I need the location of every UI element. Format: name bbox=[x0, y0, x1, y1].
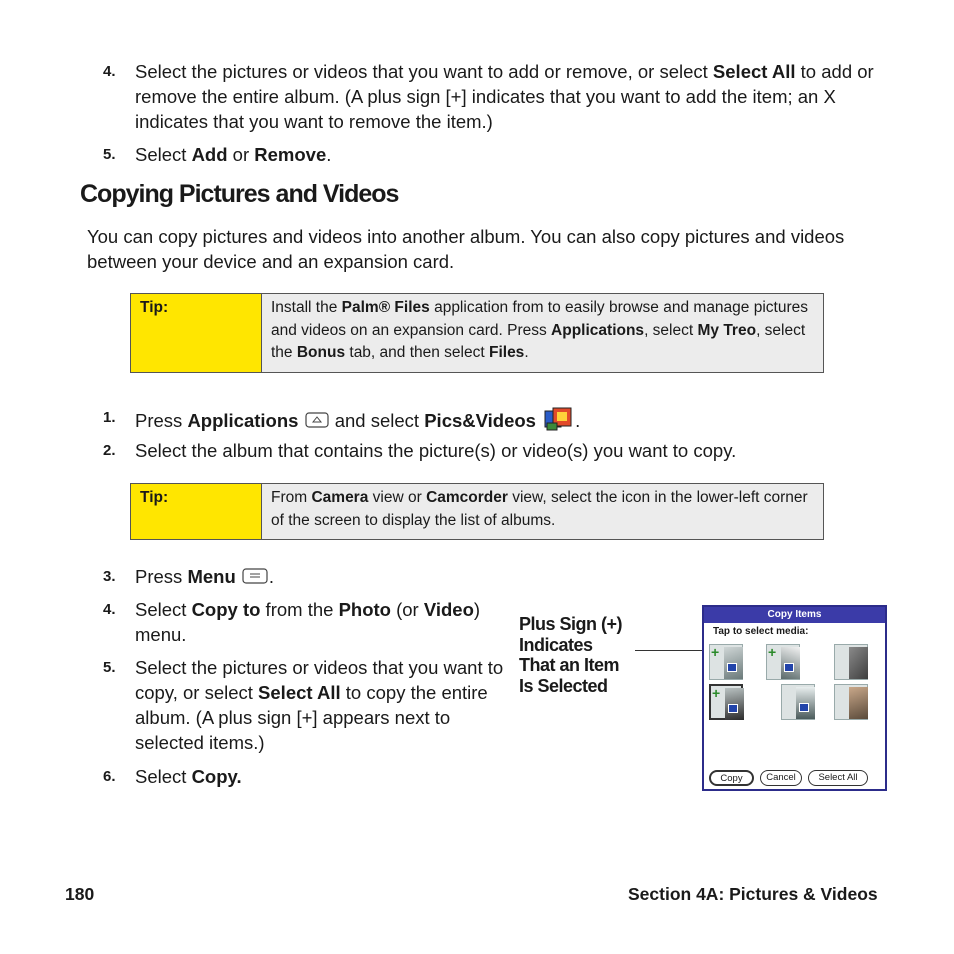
device-screen bbox=[702, 605, 887, 791]
step-number: 2. bbox=[103, 442, 116, 459]
step-6: 6. Select Copy. bbox=[103, 766, 242, 787]
pics-videos-app-icon bbox=[541, 405, 575, 439]
cancel-button[interactable]: Cancel bbox=[760, 770, 802, 786]
copy-button[interactable]: Copy bbox=[709, 770, 754, 786]
step-5: 5. Select the pictures or videos that you want to copy, or select Select All to copy the entire album. (A plus sign [+] appears next to selected items.) bbox=[103, 657, 504, 753]
menu-key-icon bbox=[241, 566, 269, 591]
step-5-top: 5. Select Add or Remove. bbox=[103, 144, 332, 165]
device-prompt: Tap to select media: bbox=[713, 626, 809, 637]
intro-paragraph: You can copy pictures and videos into another album. You can also copy pictures and videos between your device and an expansion card. bbox=[87, 226, 845, 272]
media-thumbnail[interactable] bbox=[766, 644, 800, 680]
media-thumbnail-selected[interactable] bbox=[709, 684, 743, 720]
step-number: 5. bbox=[103, 146, 116, 163]
media-thumbnail[interactable] bbox=[834, 684, 868, 720]
step-number: 3. bbox=[103, 568, 116, 585]
step-number: 1. bbox=[103, 409, 116, 426]
media-thumbnail[interactable] bbox=[834, 644, 868, 680]
video-icon bbox=[727, 663, 737, 672]
video-icon bbox=[784, 663, 794, 672]
plus-sign-icon: + bbox=[711, 644, 720, 660]
video-icon bbox=[799, 703, 809, 712]
plus-sign-callout: Plus Sign (+) Indicates That an Item Is Selected bbox=[519, 614, 623, 696]
tip-box-1 bbox=[130, 293, 824, 373]
step-number: 4. bbox=[103, 63, 116, 80]
tip-text: Install the Palm® Files application from to easily browse and manage pictures and videos on an expansion card. Press Applications, select My Treo, select the Bonus tab, and then select Files. bbox=[271, 299, 808, 361]
step-4: 4. Select Copy to from the Photo (or Video) menu. bbox=[103, 599, 481, 645]
step-number: 4. bbox=[103, 601, 116, 618]
media-thumbnail[interactable] bbox=[709, 644, 743, 680]
page-number: 180 bbox=[65, 884, 95, 904]
plus-sign-icon: + bbox=[712, 685, 721, 701]
section-heading: Copying Pictures and Videos bbox=[80, 180, 399, 208]
step-2: 2. Select the album that contains the picture(s) or video(s) you want to copy. bbox=[103, 440, 737, 461]
tip-text: From Camera view or Camcorder view, select the icon in the lower-left corner of the screen to display the list of albums. bbox=[271, 489, 808, 529]
step-4-top: 4. Select the pictures or videos that you want to add or remove, or select Select All to add or remove the entire album. (A plus sign [+] indicates that you want to add the item; an X indicates that you want to remove the item.) bbox=[103, 61, 874, 132]
step-3: 3. Press Menu . bbox=[135, 564, 495, 591]
tip-label: Tip: bbox=[131, 484, 262, 539]
tip-label: Tip: bbox=[131, 294, 262, 372]
plus-sign-icon: + bbox=[768, 644, 777, 660]
step-1: 1. Press Applications and select Pics&Videos . bbox=[135, 405, 875, 439]
video-icon bbox=[728, 704, 738, 713]
tip-box-2 bbox=[130, 483, 824, 540]
step-number: 6. bbox=[103, 768, 116, 785]
callout-leader-line bbox=[635, 650, 705, 651]
device-title-bar: Copy Items bbox=[704, 607, 885, 623]
media-thumbnail[interactable] bbox=[781, 684, 815, 720]
applications-key-icon bbox=[304, 410, 330, 435]
select-all-button[interactable]: Select All bbox=[808, 770, 868, 786]
section-title: Section 4A: Pictures & Videos bbox=[628, 884, 878, 904]
step-number: 5. bbox=[103, 659, 116, 676]
